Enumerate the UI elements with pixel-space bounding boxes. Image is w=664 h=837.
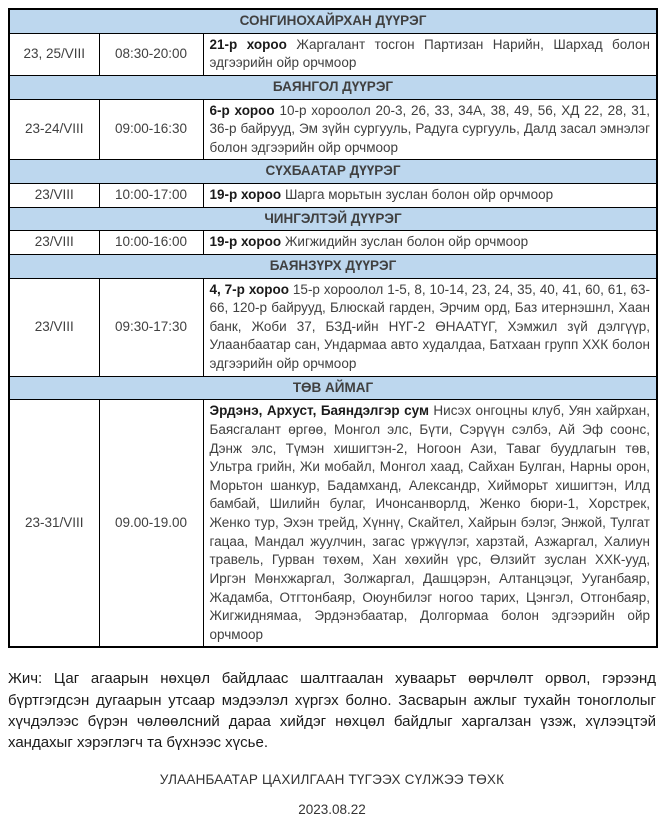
district-header: ТӨВ АЙМАГ — [9, 376, 657, 400]
area-text: 10-р хороолол 20-3, 26, 33, 34А, 38, 49, 56, ХД 22, 28, 31, 36-р байрууд, Эм зүйн сургууль, Радуга сургууль, Далд засал эмнэлэг болон эдгээрийн ойр орчмоор — [209, 102, 650, 155]
area-text: Шарга морьтын зуслан болон ойр орчмоор — [284, 187, 554, 202]
schedule-row — [9, 184, 657, 208]
district-header-row — [9, 9, 657, 33]
area-cell — [203, 400, 657, 648]
area-lead: 6-р хороо — [209, 102, 275, 118]
date-cell: 23, 25/VIII — [9, 33, 99, 75]
district-header: ЧИНГЭЛТЭЙ ДҮҮРЭГ — [9, 207, 657, 231]
time-cell: 09:00-16:30 — [99, 99, 203, 160]
district-header-row — [9, 75, 657, 99]
area-lead: 21-р хороо — [209, 36, 287, 52]
date-cell: 23/VIII — [9, 184, 99, 208]
district-header-row — [9, 160, 657, 184]
schedule-row — [9, 99, 657, 160]
district-header-row — [9, 254, 657, 278]
time-cell: 09.00-19.00 — [99, 400, 203, 648]
schedule-row — [9, 231, 657, 255]
organization-name: УЛААНБААТАР ЦАХИЛГААН ТҮГЭЭХ СҮЛЖЭЭ ТӨХК — [159, 771, 505, 787]
time-cell: 08:30-20:00 — [99, 33, 203, 75]
outage-schedule-table — [8, 8, 658, 648]
schedule-row — [9, 33, 657, 75]
schedule-row — [9, 278, 657, 376]
date-cell: 23/VIII — [9, 278, 99, 376]
area-lead: 19-р хороо — [209, 234, 282, 250]
district-header-row — [9, 207, 657, 231]
schedule-row — [9, 400, 657, 648]
district-header: СОНГИНОХАЙРХАН ДҮҮРЭГ — [9, 9, 657, 33]
area-lead: 4, 7-р хороо — [209, 281, 289, 297]
schedule-note: Жич: Цаг агаарын нөхцөл байдлаас шалтгаалан хуваарьт өөрчлөлт орвол, гэрээнд бүртгэгдсэн дугаарын утсаар мэдээлэл хүргэх болно. Засварын ажлыг тухайн тоноглолыг хүчдэлээс бүрэн чөлөөлсний дараа хийдэг нөхцөл байдлыг харгалзан үзэж, хүлээцтэй хандахыг хэрэглэгч та бүхнээс хүсье. — [8, 670, 656, 752]
time-cell: 09:30-17:30 — [99, 278, 203, 376]
area-cell — [203, 231, 657, 255]
time-cell: 10:00-16:00 — [99, 231, 203, 255]
area-cell — [203, 99, 657, 160]
area-cell — [203, 33, 657, 75]
date-cell: 23-31/VIII — [9, 400, 99, 648]
area-text: 15-р хороолол 1-5, 8, 10-14, 23, 24, 35, 40, 41, 60, 61, 63-66, 120-р байрууд, Блюскай гарден, Эрчим орд, Баз итернэшнл, Хаан банк, Жоби 37, БЗД-ийн НҮГ-2 ӨНААТҮГ, Хэмжил зүй дэлгүүр, Улаанбаатар сан, Ундармаа авто худалдаа, Батхаан групп ХХК болон эдгээрийн ойр орчмоор — [209, 281, 650, 371]
date-cell: 23/VIII — [9, 231, 99, 255]
area-text: Жаргалант тосгон Партизан Нарийн, Шархад болон эдгээрийн ойр орчмоор — [209, 36, 650, 71]
area-cell — [203, 278, 657, 376]
area-text: Жигжидийн зуслан болон ойр орчмоор — [284, 234, 529, 250]
time-cell: 10:00-17:00 — [99, 184, 203, 208]
area-lead: 19-р хороо — [209, 187, 282, 202]
date-cell: 23-24/VIII — [9, 99, 99, 160]
district-header: БАЯНГОЛ ДҮҮРЭГ — [9, 75, 657, 99]
area-lead: Эрдэнэ, Архуст, Баяндэлгэр сум — [209, 403, 429, 419]
publication-date: 2023.08.22 — [298, 801, 366, 817]
district-header: БАЯНЗҮРХ ДҮҮРЭГ — [9, 254, 657, 278]
area-text: Нисэх онгоцны клуб, Уян хайрхан, Баясгалант өргөө, Монгол элс, Бүти, Сэрүүн сэлбэ, Ай Эф соонс, Дэнж элс, Түмэн хишигтэн-2, Ногоон Ази, Таваг буудлагын төв, Ультра грийн, Жи мобайл, Монгол хаад, Сайхан Булган, Нарны орон, Морьтон шанкур, Бадамханд, Александр, Хийморьт хишигтэн, Илд бамбай, Шилийн булаг, Ичонсанворлд, Женко бюри-1, Хорстрек, Женко тур, Эхэн трейд, Хүннү, Скайтел, Хайрын бэлэг, Энжой, Тулгат гацаа, Мандал жуулчин, загас үржүүлэг, харзтай, Азжаргал, Халиун травель, Гурван төхөм, Хан хөхийн үрс, Өлзийт зуслан ХХК-ууд, Иргэн Мөнхжаргал, Золжаргал, Дашцэрэн, Алтанцэцэг, Ууганбаяр, Жадамба, Отгтонбаяр, Оюунбилэг ногоо тарих, Цэнгэл, Отгонбаяр, Жигжиднямаа, Эрдэнэбаатар, Долгормаа болон эдгээрийн ойр орчмоор — [209, 403, 650, 642]
district-header-row — [9, 376, 657, 400]
area-cell — [203, 184, 657, 208]
district-header: СҮХБААТАР ДҮҮРЭГ — [9, 160, 657, 184]
